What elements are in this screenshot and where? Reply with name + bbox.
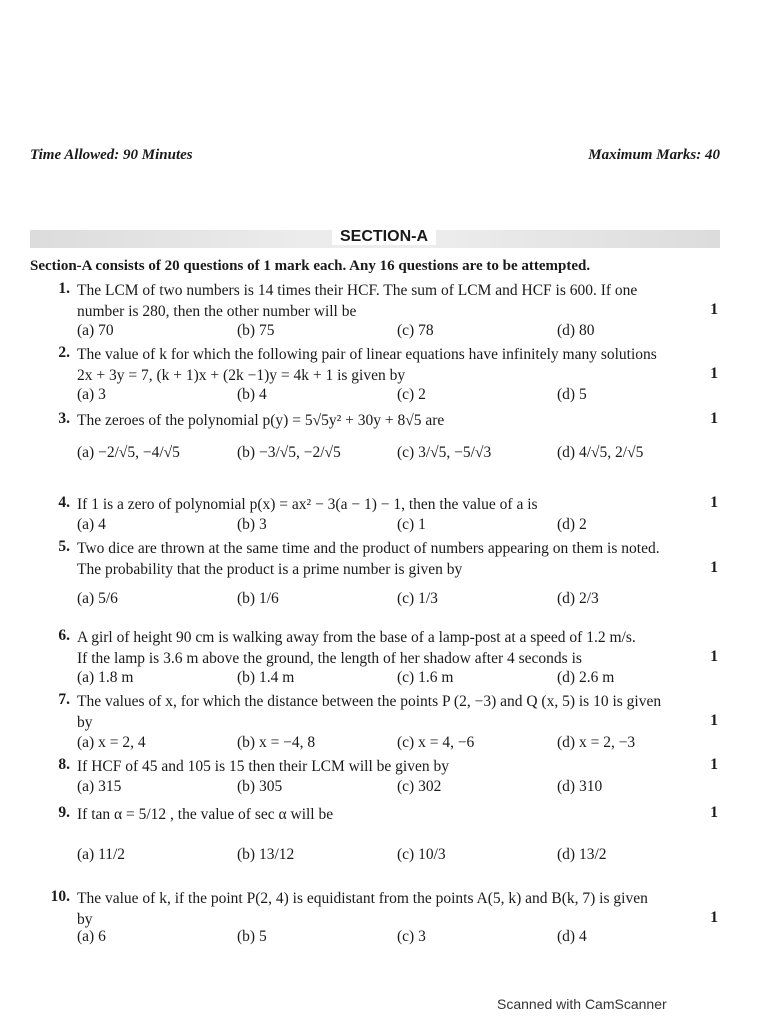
options-10 [77, 928, 720, 950]
option-a: (a) 1.8 m [77, 669, 134, 686]
options-5 [77, 590, 720, 626]
max-marks: Maximum Marks: 40 [588, 147, 720, 163]
question-number: 7. [58, 691, 70, 708]
option-b: (b) 305 [237, 778, 283, 795]
question-text: The values of x, for which the distance between the points P (2, −3) and Q (x, 5) is 10 is given [77, 693, 662, 710]
options-4 [77, 516, 720, 538]
question-text: A girl of height 90 cm is walking away from the base of a lamp-post at a speed of 1.2 m/s. [77, 629, 636, 646]
option-d: (d) 80 [557, 322, 595, 339]
option-b: (b) 13/12 [237, 846, 295, 863]
question-text: The value of k for which the following pair of linear equations have infinitely many solutions [77, 346, 657, 363]
section-title: SECTION-A [0, 228, 768, 246]
option-c: (c) 1 [397, 516, 426, 533]
option-a: (a) 5/6 [77, 590, 118, 607]
options-3 [77, 444, 720, 480]
option-c: (c) 1/3 [397, 590, 438, 607]
option-c: (c) 78 [397, 322, 434, 339]
question-mark: 1 [710, 756, 718, 773]
option-d: (d) 2 [557, 516, 587, 533]
option-c: (c) x = 4, −6 [397, 734, 475, 751]
question-text: 2x + 3y = 7, (k + 1)x + (2k −1)y = 4k + 1 is given by [77, 367, 406, 384]
question-text: If the lamp is 3.6 m above the ground, the length of her shadow after 4 seconds is [77, 650, 582, 667]
question-number: 10. [50, 888, 70, 905]
options-2 [77, 386, 720, 408]
question-mark: 1 [710, 712, 718, 729]
option-d: (d) 4 [557, 928, 587, 945]
option-b: (b) 3 [237, 516, 267, 533]
option-c: (c) 302 [397, 778, 442, 795]
option-b: (b) 4 [237, 386, 267, 403]
scanner-watermark: Scanned with CamScanner [497, 996, 667, 1012]
option-d: (d) 4/√5, 2/√5 [557, 444, 644, 461]
question-number: 6. [58, 627, 70, 644]
option-a: (a) 6 [77, 928, 106, 945]
question-number: 4. [58, 494, 70, 511]
question-text: The value of k, if the point P(2, 4) is equidistant from the points A(5, k) and B(k, 7) is given [77, 890, 648, 907]
question-mark: 1 [710, 494, 718, 511]
option-a: (a) −2/√5, −4/√5 [77, 444, 180, 461]
question-number: 1. [58, 280, 70, 297]
option-b: (b) 1.4 m [237, 669, 295, 686]
option-b: (b) −3/√5, −2/√5 [237, 444, 341, 461]
option-a: (a) 70 [77, 322, 114, 339]
option-d: (d) x = 2, −3 [557, 734, 636, 751]
question-number: 3. [58, 410, 70, 427]
option-a: (a) x = 2, 4 [77, 734, 146, 751]
question-text: The probability that the product is a prime number is given by [77, 561, 463, 578]
option-d: (d) 5 [557, 386, 587, 403]
question-number: 5. [58, 538, 70, 555]
question-number: 2. [58, 344, 70, 361]
question-mark: 1 [710, 365, 718, 382]
option-c: (c) 3 [397, 928, 426, 945]
question-text: The LCM of two numbers is 14 times their HCF. The sum of LCM and HCF is 600. If one [77, 282, 638, 299]
options-8 [77, 778, 720, 800]
option-c: (c) 10/3 [397, 846, 446, 863]
option-d: (d) 13/2 [557, 846, 607, 863]
options-6 [77, 669, 720, 691]
options-1 [77, 322, 720, 344]
question-number: 9. [58, 804, 70, 821]
question-text: The zeroes of the polynomial p(y) = 5√5y² + 30y + 8√5 are [77, 412, 445, 429]
option-d: (d) 2/3 [557, 590, 599, 607]
question-text: by [77, 911, 93, 928]
option-b: (b) 5 [237, 928, 267, 945]
question-mark: 1 [710, 909, 718, 926]
question-mark: 1 [710, 410, 718, 427]
option-b: (b) 75 [237, 322, 275, 339]
question-mark: 1 [710, 301, 718, 318]
question-text: Two dice are thrown at the same time and the product of numbers appearing on them is noted. [77, 540, 660, 557]
question-text: If tan α = 5/12 , the value of sec α will be [77, 806, 334, 823]
option-a: (a) 315 [77, 778, 122, 795]
option-a: (a) 11/2 [77, 846, 126, 863]
question-mark: 1 [710, 559, 718, 576]
time-allowed: Time Allowed: 90 Minutes [30, 147, 193, 163]
option-a: (a) 3 [77, 386, 106, 403]
question-mark: 1 [710, 804, 718, 821]
options-7 [77, 734, 720, 756]
option-d: (d) 310 [557, 778, 603, 795]
option-c: (c) 2 [397, 386, 426, 403]
option-d: (d) 2.6 m [557, 669, 615, 686]
option-b: (b) x = −4, 8 [237, 734, 316, 751]
option-a: (a) 4 [77, 516, 106, 533]
question-text: If HCF of 45 and 105 is 15 then their LCM will be given by [77, 758, 449, 775]
section-intro: Section-A consists of 20 questions of 1 mark each. Any 16 questions are to be attempted. [30, 258, 591, 274]
option-c: (c) 1.6 m [397, 669, 454, 686]
question-text: by [77, 714, 93, 731]
question-mark: 1 [710, 648, 718, 665]
question-text: If 1 is a zero of polynomial p(x) = ax² − 3(a − 1) − 1, then the value of a is [77, 496, 538, 513]
question-number: 8. [58, 756, 70, 773]
option-b: (b) 1/6 [237, 590, 279, 607]
question-text: number is 280, then the other number will be [77, 303, 357, 320]
options-9 [77, 846, 720, 882]
option-c: (c) 3/√5, −5/√3 [397, 444, 492, 461]
